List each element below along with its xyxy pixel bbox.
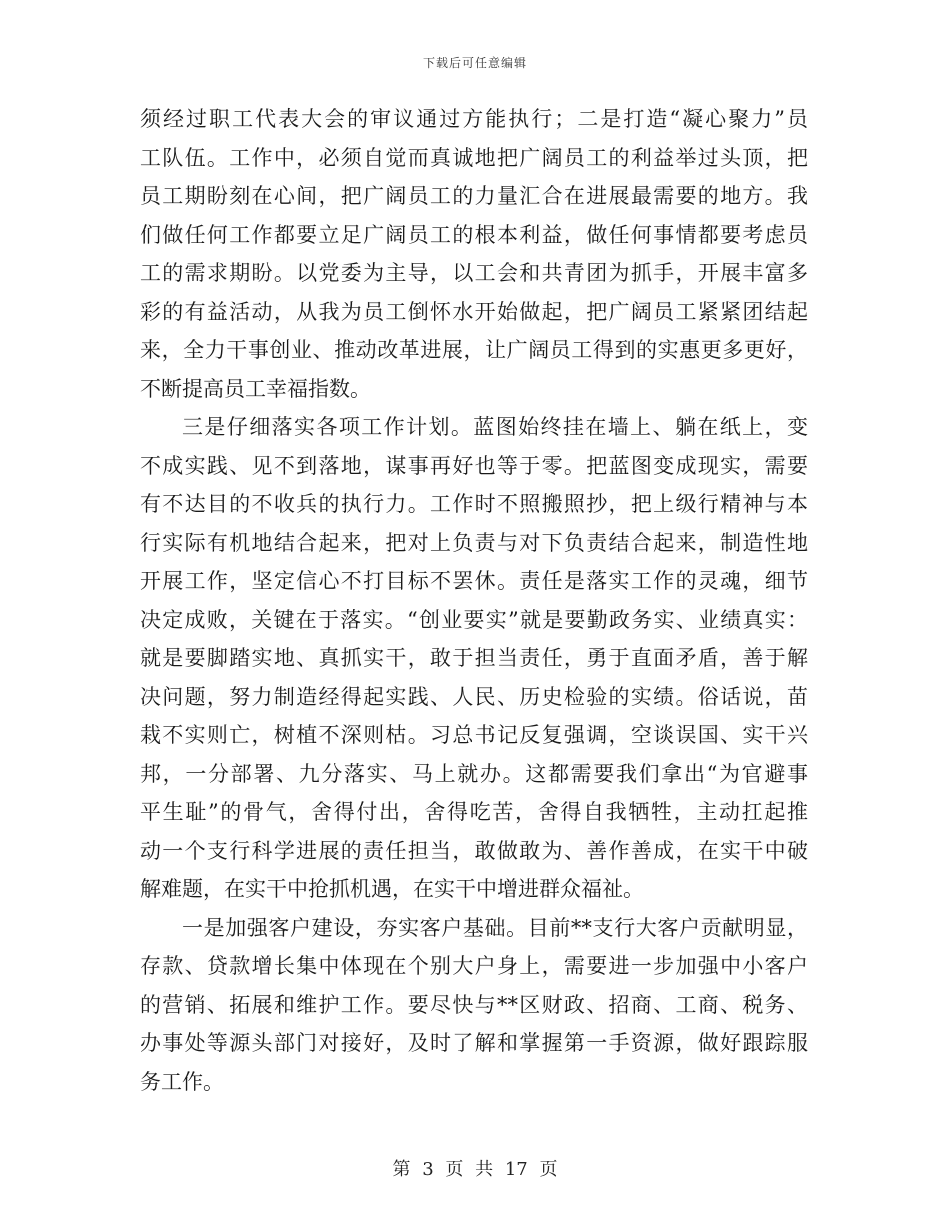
document-body	[140, 100, 808, 1101]
page-header-note: 下载后可任意编辑	[422, 56, 527, 70]
paragraph-start-line: 一是加强客户建设，夯实客户基础。目前**支行大客户贡献明显，	[182, 915, 808, 940]
text-line: 栽不实则亡，树植不深则枯。习总书记反复强调，空谈误国、实干兴	[140, 723, 808, 747]
text-line: 不成实践、见不到落地，谋事再好也等于零。把蓝图变成现实，需要	[140, 453, 808, 478]
text-line: 不断提高员工幸福指数。	[140, 376, 371, 401]
text-line: 工的需求期盼。以党委为主导，以工会和共青团为抓手，开展丰富多	[140, 261, 808, 285]
text-line: 务工作。	[140, 1069, 224, 1094]
text-line: 彩的有益活动，从我为员工倒怀水开始做起，把广阔员工紧紧团结起	[140, 299, 808, 324]
text-line: 办事处等源头部门对接好，及时了解和掌握第一手资源，做好跟踪服	[140, 1031, 808, 1055]
text-line: 决定成败，关键在于落实。“创业要实”就是要勤政务实、业绩真实：	[140, 607, 808, 632]
text-line: 须经过职工代表大会的审议通过方能执行；二是打造“凝心聚力”员	[140, 107, 808, 131]
text-line: 就是要脚踏实地、真抓实干，敢于担当责任，勇于直面矛盾，善于解	[140, 646, 808, 670]
text-line: 工队伍。工作中，必须自觉而真诚地把广阔员工的利益举过头顶，把	[140, 145, 808, 170]
text-line: 平生耻”的骨气，舍得付出，舍得吃苦，舍得自我牺牲，主动扛起推	[140, 800, 808, 824]
paragraph-start-line: 三是仔细落实各项工作计划。蓝图始终挂在墙上、躺在纸上，变	[182, 415, 808, 439]
text-line: 员工期盼刻在心间，把广阔员工的力量汇合在进展最需要的地方。我	[140, 184, 808, 208]
text-line: 的营销、拓展和维护工作。要尽快与**区财政、招商、工商、税务、	[140, 992, 808, 1017]
text-line: 解难题，在实干中抢抓机遇，在实干中增进群众福祉。	[140, 877, 644, 901]
text-line: 们做任何工作都要立足广阔员工的根本利益，做任何事情都要考虑员	[140, 222, 808, 247]
page-number: 第 3 页 共 17 页	[392, 1159, 558, 1180]
text-line: 邦，一分部署、九分落实、马上就办。这都需要我们拿出“为官避事	[140, 761, 808, 786]
text-line: 决问题，努力制造经得起实践、人民、历史检验的实绩。俗话说，苗	[140, 684, 808, 709]
text-line: 开展工作，坚定信心不打目标不罢休。责任是落实工作的灵魂，细节	[140, 569, 808, 593]
text-line: 行实际有机地结合起来，把对上负责与对下负责结合起来，制造性地	[140, 530, 808, 555]
text-line: 来，全力干事创业、推动改革进展，让广阔员工得到的实惠更多更好，	[140, 338, 808, 362]
text-line: 有不达目的不收兵的执行力。工作时不照搬照抄，把上级行精神与本	[140, 492, 808, 516]
text-line: 动一个支行科学进展的责任担当，敢做敢为、善作善成，在实干中破	[140, 838, 808, 863]
text-line: 存款、贷款增长集中体现在个别大户身上，需要进一步加强中小客户	[140, 954, 808, 978]
